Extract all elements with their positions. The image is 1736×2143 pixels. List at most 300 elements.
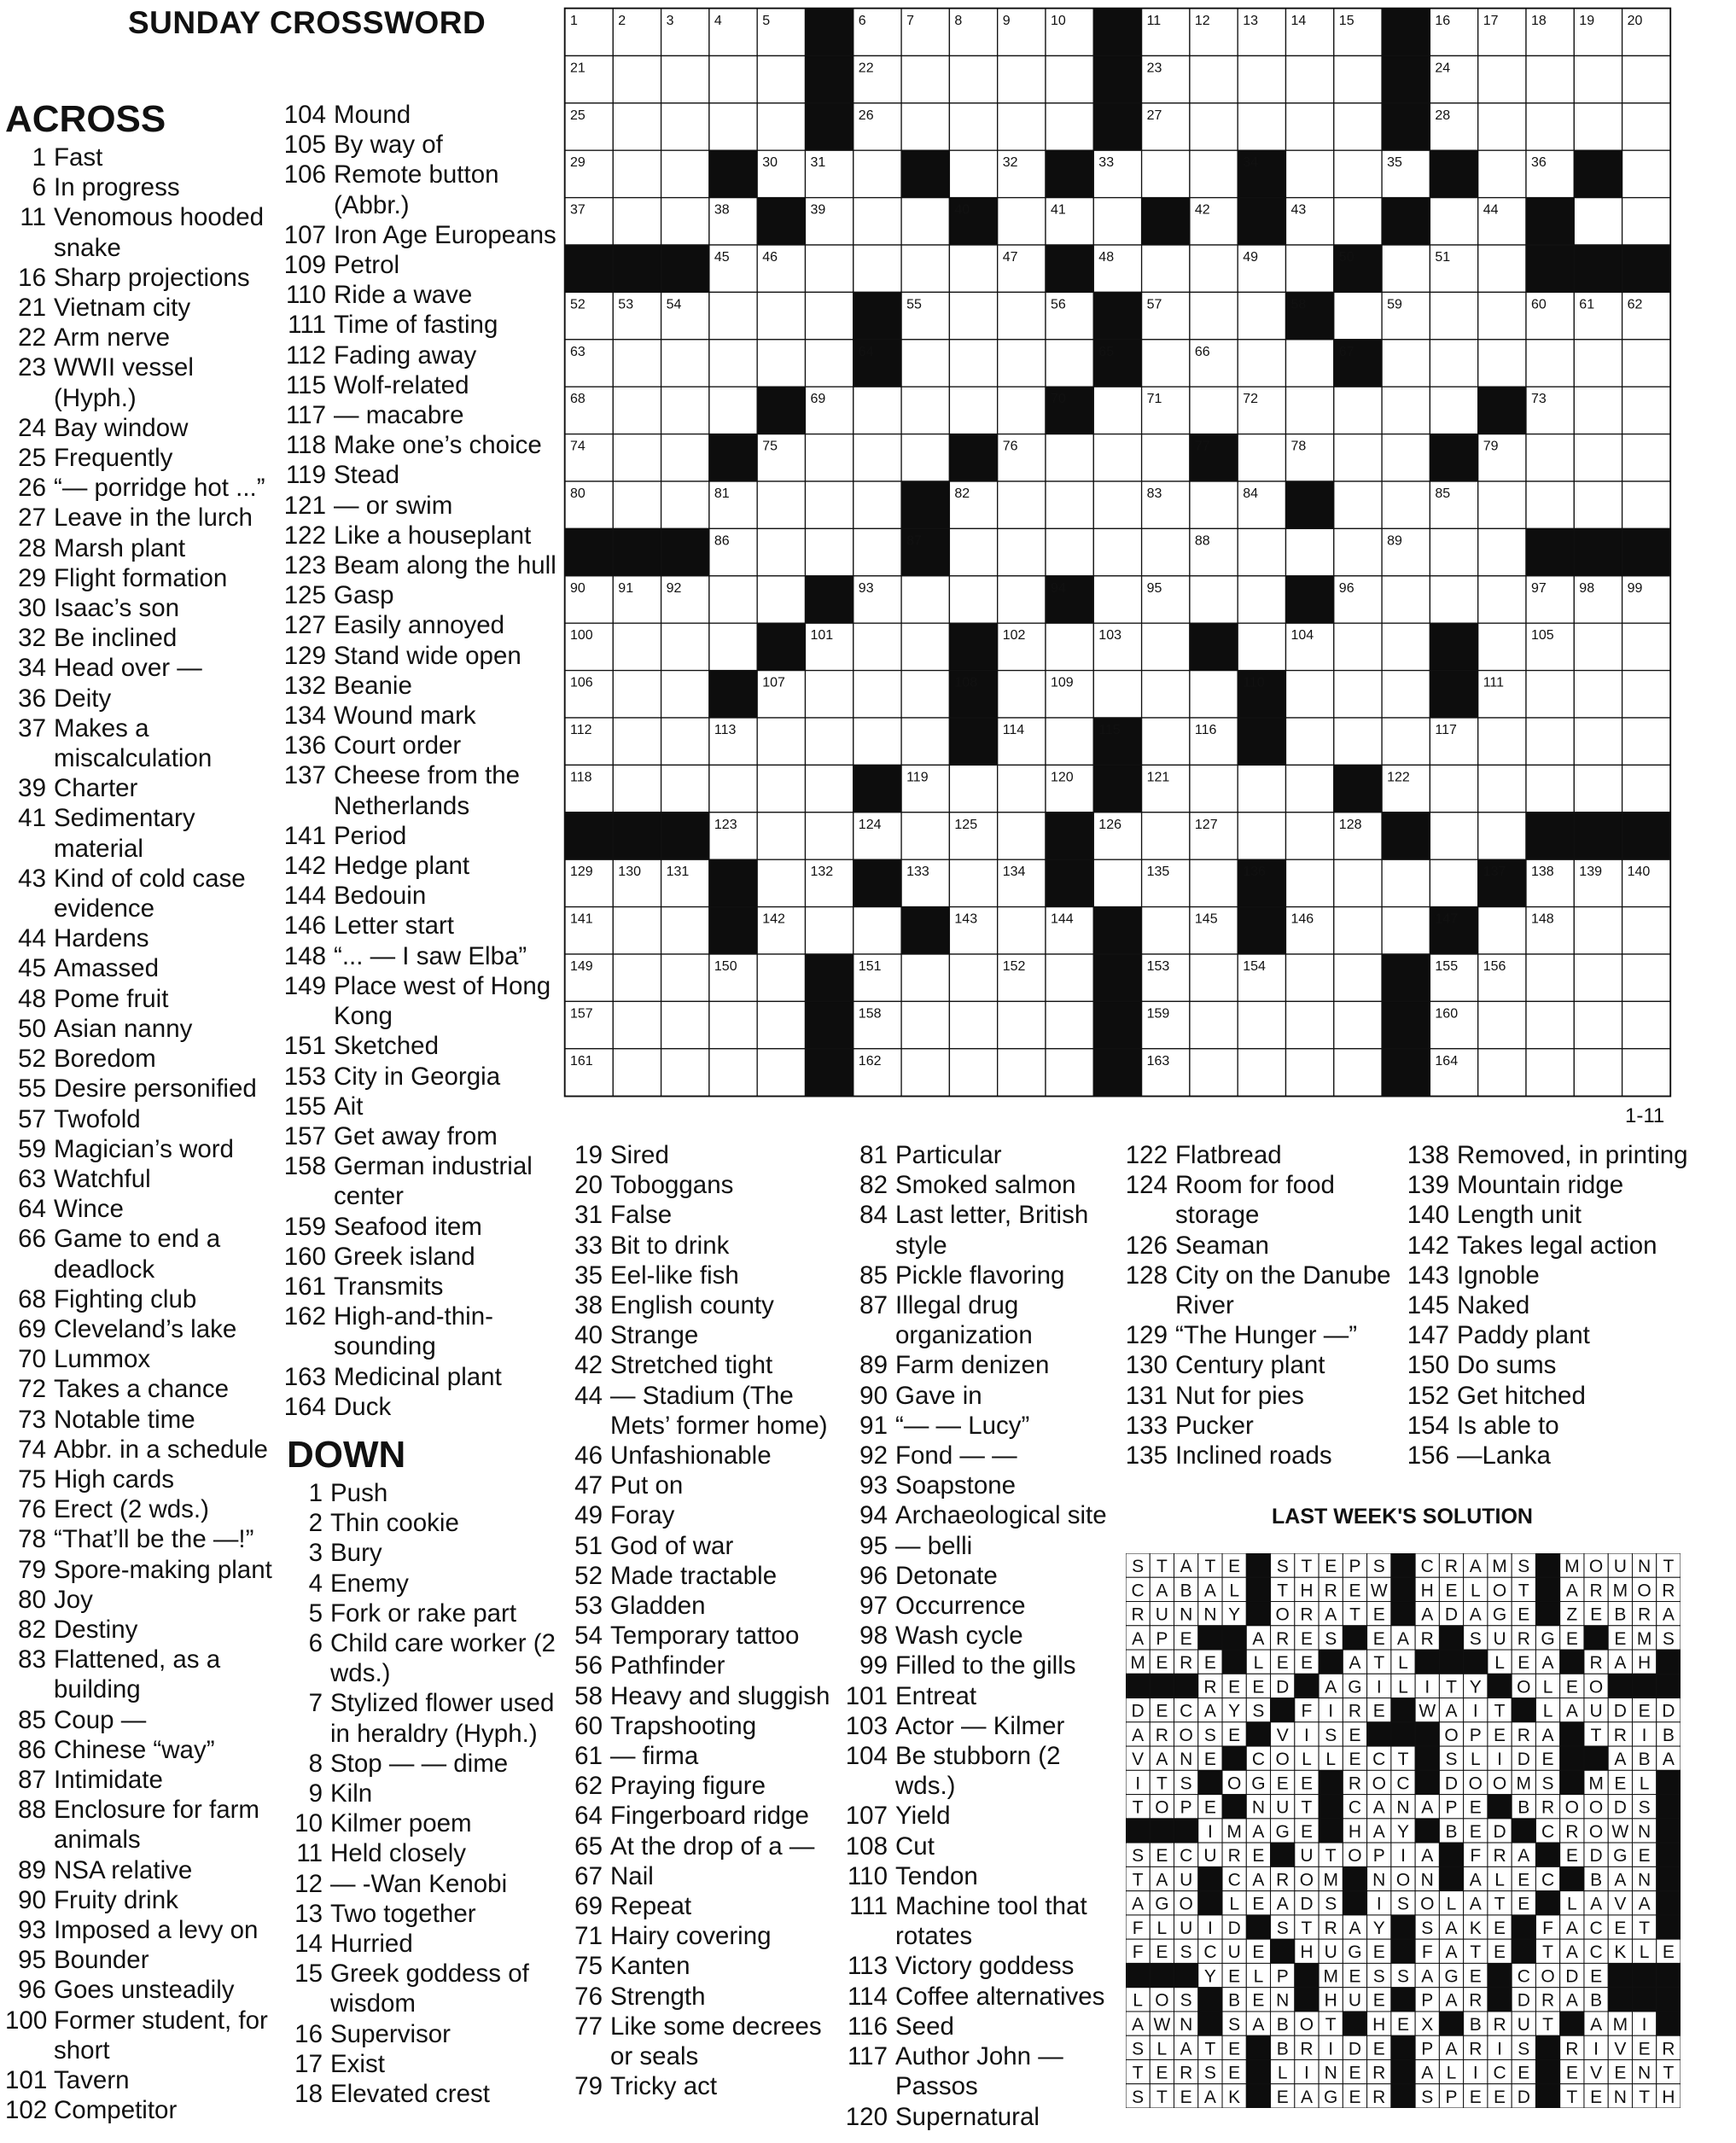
grid-cell[interactable] [1478,481,1526,528]
grid-cell[interactable] [1190,481,1238,528]
grid-cell[interactable] [1382,340,1430,387]
grid-cell[interactable] [1334,1049,1382,1096]
grid-cell[interactable] [1190,1001,1238,1048]
grid-cell[interactable] [757,576,805,623]
clue-item [843,1500,1125,1530]
grid-cell[interactable] [613,954,661,1001]
clue-item [562,1861,843,1891]
grid-cell[interactable] [806,812,853,859]
grid-cell[interactable] [1334,623,1382,670]
grid-cell[interactable] [757,340,805,387]
grid-cell[interactable] [1382,671,1430,718]
grid-cell[interactable] [853,198,901,245]
clue-text: Flight formation [54,563,228,592]
grid-cell[interactable] [806,481,853,528]
grid-cell[interactable] [853,434,901,481]
grid-cell[interactable] [1622,954,1670,1001]
grid-cell[interactable] [1286,1001,1334,1048]
grid-cell[interactable] [661,340,709,387]
grid-cell[interactable] [1238,812,1285,859]
grid-cell[interactable] [1334,481,1382,528]
grid-cell[interactable] [1526,671,1574,718]
grid-cell[interactable] [1478,907,1526,954]
grid-cell[interactable] [901,954,949,1001]
grid-cell[interactable] [1238,1049,1285,1096]
grid-cell[interactable] [949,528,997,575]
grid-cell[interactable] [661,387,709,434]
grid-cell[interactable] [1238,765,1285,812]
grid-cell[interactable] [853,671,901,718]
grid-cell[interactable] [1382,907,1430,954]
grid-cell[interactable] [1334,907,1382,954]
grid-cell[interactable] [853,907,901,954]
grid-cell[interactable] [1334,150,1382,197]
grid-cell[interactable] [1622,340,1670,387]
grid-cell[interactable] [901,671,949,718]
grid-cell[interactable] [949,55,997,102]
grid-cell[interactable] [998,387,1046,434]
grid-cell[interactable] [998,671,1046,718]
grid-cell[interactable] [901,718,949,765]
grid-cell[interactable] [757,718,805,765]
grid-cell[interactable] [1478,765,1526,812]
grid-cell[interactable] [949,103,997,150]
grid-cell[interactable] [1622,434,1670,481]
grid-cell[interactable] [998,907,1046,954]
grid-cell[interactable] [1334,103,1382,150]
grid-cell[interactable] [1334,55,1382,102]
grid-cell[interactable] [1574,671,1622,718]
grid-cell[interactable] [806,292,853,339]
grid-cell[interactable] [757,481,805,528]
grid-cell[interactable] [1190,150,1238,197]
grid-cell[interactable] [661,671,709,718]
grid-cell[interactable] [1574,623,1622,670]
grid-cell[interactable] [1238,1001,1285,1048]
grid-cell[interactable] [1622,623,1670,670]
grid-cell[interactable] [1574,765,1622,812]
grid-cell[interactable] [1093,481,1141,528]
grid-cell[interactable] [1334,671,1382,718]
grid-cell[interactable] [757,812,805,859]
grid-cell[interactable] [949,1049,997,1096]
grid-cell[interactable] [1093,198,1141,245]
grid-cell[interactable] [661,765,709,812]
grid-cell[interactable] [1286,55,1334,102]
grid-cell[interactable] [709,1049,757,1096]
grid-cell[interactable] [901,245,949,292]
grid-cell[interactable] [1430,198,1477,245]
grid-cell[interactable] [1382,434,1430,481]
grid-cell[interactable] [1478,340,1526,387]
grid-cell[interactable] [661,103,709,150]
grid-cell[interactable] [1574,718,1622,765]
grid-cell[interactable] [1286,718,1334,765]
grid-cell[interactable] [949,245,997,292]
grid-cell[interactable] [1142,528,1190,575]
grid-cell[interactable] [1430,528,1477,575]
grid-cell[interactable] [1478,150,1526,197]
grid-cell[interactable] [806,718,853,765]
grid-cell[interactable] [1430,292,1477,339]
grid-cell[interactable] [901,103,949,150]
grid-cell[interactable] [1190,859,1238,906]
grid-cell[interactable] [1382,859,1430,906]
grid-cell[interactable] [853,387,901,434]
grid-cell[interactable] [1430,812,1477,859]
grid-cell[interactable] [661,55,709,102]
grid-cell[interactable] [613,55,661,102]
grid-cell[interactable] [613,718,661,765]
grid-cell[interactable] [1142,150,1190,197]
grid-cell[interactable] [901,434,949,481]
grid-cell[interactable] [1622,907,1670,954]
grid-cell[interactable] [661,954,709,1001]
grid-cell[interactable] [901,623,949,670]
grid-cell[interactable] [1286,103,1334,150]
grid-cell[interactable] [661,1001,709,1048]
grid-cell[interactable] [998,1001,1046,1048]
grid-cell[interactable] [998,576,1046,623]
grid-cell[interactable] [806,340,853,387]
grid-cell[interactable] [1142,340,1190,387]
grid-cell[interactable] [853,528,901,575]
grid-cell[interactable] [1286,671,1334,718]
grid-cell[interactable] [1046,528,1093,575]
grid-cell[interactable] [1382,387,1430,434]
grid-cell[interactable] [806,434,853,481]
grid-cell[interactable] [1238,528,1285,575]
grid-cell[interactable] [1526,718,1574,765]
grid-cell[interactable] [1526,481,1574,528]
grid-cell[interactable] [853,718,901,765]
grid-cell[interactable] [998,812,1046,859]
grid-cell[interactable] [998,292,1046,339]
grid-cell[interactable] [901,340,949,387]
grid-cell[interactable] [709,1001,757,1048]
grid-cell[interactable] [1286,528,1334,575]
grid-cell[interactable] [1622,1049,1670,1096]
grid-cell[interactable] [1574,340,1622,387]
grid-cell[interactable] [949,292,997,339]
grid-cell[interactable] [1334,387,1382,434]
grid-cell[interactable] [1046,55,1093,102]
grid-cell[interactable] [1190,954,1238,1001]
grid-cell[interactable] [901,387,949,434]
grid-cell[interactable] [1093,576,1141,623]
grid-cell[interactable] [613,387,661,434]
grid-cell[interactable] [613,671,661,718]
grid-cell[interactable] [1526,434,1574,481]
grid-cell[interactable] [709,292,757,339]
grid-cell[interactable] [1093,434,1141,481]
grid-cell[interactable] [1190,245,1238,292]
grid-cell[interactable] [757,1001,805,1048]
grid-cell[interactable] [1478,292,1526,339]
grid-cell[interactable] [1526,954,1574,1001]
grid-cell[interactable] [901,55,949,102]
grid-cell[interactable] [1190,55,1238,102]
grid-cell[interactable] [949,576,997,623]
grid-cell[interactable] [757,55,805,102]
grid-cell[interactable] [613,623,661,670]
grid-cell[interactable] [1190,765,1238,812]
grid-cell[interactable] [1093,387,1141,434]
grid-cell[interactable] [806,907,853,954]
grid-cell[interactable] [1334,718,1382,765]
grid-cell[interactable] [1622,1001,1670,1048]
grid-cell[interactable] [1286,387,1334,434]
grid-cell[interactable] [1093,528,1141,575]
grid-cell[interactable] [901,198,949,245]
grid-cell[interactable] [757,859,805,906]
grid-cell[interactable] [661,1049,709,1096]
grid-cell[interactable] [709,576,757,623]
grid-cell[interactable] [998,765,1046,812]
grid-cell[interactable] [1334,434,1382,481]
grid-cell[interactable] [806,671,853,718]
clue-number: 121 [283,491,326,520]
grid-cell[interactable] [1190,1049,1238,1096]
grid-cell[interactable] [757,103,805,150]
grid-cell[interactable] [998,340,1046,387]
grid-cell[interactable] [1046,718,1093,765]
grid-cell[interactable] [1286,150,1334,197]
grid-cell[interactable] [1430,859,1477,906]
grid-cell[interactable] [709,103,757,150]
grid-cell[interactable] [1478,103,1526,150]
grid-cell[interactable] [1238,623,1285,670]
grid-cell[interactable] [1574,434,1622,481]
grid-cell[interactable] [1382,576,1430,623]
grid-cell[interactable] [613,198,661,245]
grid-cell[interactable] [853,245,901,292]
grid-cell[interactable] [1526,103,1574,150]
grid-cell[interactable] [1286,765,1334,812]
grid-cell[interactable] [901,812,949,859]
clue-number: 67 [574,1861,603,1890]
grid-cell[interactable] [757,765,805,812]
grid-cell[interactable] [1622,671,1670,718]
grid-cell[interactable] [1046,481,1093,528]
grid-cell[interactable] [757,292,805,339]
grid-cell[interactable] [1238,103,1285,150]
grid-cell[interactable] [1142,718,1190,765]
grid-cell[interactable] [949,765,997,812]
grid-cell[interactable] [1526,765,1574,812]
grid-cell[interactable] [1574,1049,1622,1096]
grid-cell[interactable] [901,1001,949,1048]
grid-cell[interactable] [1622,387,1670,434]
solution-black-cell [1657,1915,1681,1939]
grid-cell[interactable] [1238,292,1285,339]
grid-cell[interactable] [613,907,661,954]
grid-cell[interactable] [613,150,661,197]
grid-cell[interactable] [1334,528,1382,575]
grid-cell[interactable] [613,481,661,528]
grid-cell[interactable] [613,103,661,150]
grid-cell[interactable] [1286,812,1334,859]
grid-cell[interactable] [757,954,805,1001]
grid-cell[interactable] [1526,1049,1574,1096]
grid-cell[interactable] [709,765,757,812]
grid-cell[interactable] [1334,859,1382,906]
solution-black-cell [1391,2084,1415,2108]
grid-cell[interactable] [1622,55,1670,102]
grid-cell[interactable] [806,765,853,812]
grid-cell[interactable] [1046,623,1093,670]
grid-cell[interactable] [949,1001,997,1048]
grid-cell[interactable] [998,481,1046,528]
grid-cell[interactable] [1622,718,1670,765]
grid-cell[interactable] [853,150,901,197]
grid-cell[interactable] [1622,150,1670,197]
grid-cell[interactable] [1190,671,1238,718]
grid-cell[interactable] [709,387,757,434]
grid-cell[interactable] [1286,245,1334,292]
grid-cell[interactable] [1574,103,1622,150]
grid-cell[interactable] [613,434,661,481]
grid-cell[interactable] [949,150,997,197]
grid-cell[interactable] [1478,1001,1526,1048]
grid-cell[interactable] [1382,245,1430,292]
grid-cell[interactable] [1142,623,1190,670]
grid-cell[interactable] [1190,292,1238,339]
grid-cell[interactable] [613,1049,661,1096]
clue-item [282,1658,563,1688]
grid-cell[interactable] [998,55,1046,102]
grid-cell[interactable] [1238,576,1285,623]
grid-cell[interactable] [1142,434,1190,481]
grid-cell[interactable] [1478,55,1526,102]
grid-cell[interactable] [1574,387,1622,434]
grid-cell[interactable] [1430,340,1477,387]
solution-row-letters: F E S C U E H U G E F A T E T A C K L E [1132,1942,1675,1963]
grid-cell[interactable] [1622,103,1670,150]
grid-cell[interactable] [709,55,757,102]
grid-cell[interactable] [1286,859,1334,906]
grid-cell[interactable] [1046,103,1093,150]
grid-cell[interactable] [1190,576,1238,623]
grid-cell[interactable] [1238,434,1285,481]
grid-cell[interactable] [1093,859,1141,906]
grid-cell[interactable] [1478,812,1526,859]
grid-cell[interactable] [1382,481,1430,528]
grid-cell[interactable] [949,859,997,906]
grid-cell[interactable] [998,1049,1046,1096]
grid-cell[interactable] [1574,1001,1622,1048]
grid-cell[interactable] [1238,55,1285,102]
grid-cell[interactable] [1478,718,1526,765]
grid-cell[interactable] [1622,481,1670,528]
grid-cell[interactable] [998,103,1046,150]
grid-cell[interactable] [1142,671,1190,718]
grid-cell[interactable] [661,907,709,954]
grid-cell[interactable] [1526,340,1574,387]
grid-cell[interactable] [853,623,901,670]
grid-cell[interactable] [757,1049,805,1096]
clue-item [843,1831,1125,1861]
grid-cell[interactable] [998,528,1046,575]
grid-cell[interactable] [1286,1049,1334,1096]
grid-cell[interactable] [1334,1001,1382,1048]
grid-number: 151 [858,959,882,974]
grid-cell[interactable] [1093,671,1141,718]
grid-cell[interactable] [613,1001,661,1048]
grid-cell[interactable] [1142,245,1190,292]
grid-cell[interactable] [613,340,661,387]
grid-cell[interactable] [1478,623,1526,670]
grid-cell[interactable] [1622,765,1670,812]
grid-cell[interactable] [709,623,757,670]
grid-cell[interactable] [1622,198,1670,245]
grid-cell[interactable] [661,198,709,245]
grid-cell[interactable] [1142,812,1190,859]
grid-cell[interactable] [1046,954,1093,1001]
grid-cell[interactable] [1046,434,1093,481]
grid-cell[interactable] [1574,198,1622,245]
grid-cell[interactable] [1574,954,1622,1001]
grid-cell[interactable] [1430,576,1477,623]
grid-cell[interactable] [661,623,709,670]
clue-text: Illegal drug [895,1291,1019,1320]
grid-cell[interactable] [1142,907,1190,954]
grid-cell[interactable] [1046,1001,1093,1048]
grid-cell[interactable] [1190,387,1238,434]
grid-cell[interactable] [1478,1049,1526,1096]
grid-cell[interactable] [1334,292,1382,339]
grid-cell[interactable] [949,387,997,434]
grid-cell[interactable] [1478,576,1526,623]
grid-cell[interactable] [901,1049,949,1096]
grid-cell[interactable] [1478,528,1526,575]
grid-cell[interactable] [1574,55,1622,102]
grid-cell[interactable] [853,481,901,528]
clue-number: 87 [859,1291,888,1320]
grid-cell[interactable] [1046,340,1093,387]
grid-cell[interactable] [661,481,709,528]
grid-cell[interactable] [1526,55,1574,102]
grid-cell[interactable] [709,340,757,387]
grid-cell[interactable] [1430,387,1477,434]
grid-cell[interactable] [901,576,949,623]
grid-cell[interactable] [1382,718,1430,765]
grid-cell[interactable] [1334,954,1382,1001]
grid-cell[interactable] [998,198,1046,245]
grid-cell[interactable] [1190,103,1238,150]
grid-cell[interactable] [1334,198,1382,245]
grid-cell[interactable] [661,150,709,197]
grid-cell[interactable] [1046,1049,1093,1096]
grid-cell[interactable] [806,528,853,575]
grid-cell[interactable] [661,718,709,765]
grid-cell[interactable] [757,528,805,575]
grid-cell[interactable] [613,765,661,812]
grid-cell[interactable] [806,245,853,292]
grid-cell[interactable] [949,954,997,1001]
grid-cell[interactable] [661,434,709,481]
grid-cell[interactable] [1286,954,1334,1001]
grid-cell[interactable] [1478,245,1526,292]
grid-cell[interactable] [1574,907,1622,954]
grid-cell[interactable] [1238,340,1285,387]
grid-cell[interactable] [949,340,997,387]
grid-cell[interactable] [1574,481,1622,528]
grid-cell[interactable] [1382,623,1430,670]
grid-cell[interactable] [1526,1001,1574,1048]
grid-cell[interactable] [1430,765,1477,812]
grid-cell[interactable] [1286,340,1334,387]
